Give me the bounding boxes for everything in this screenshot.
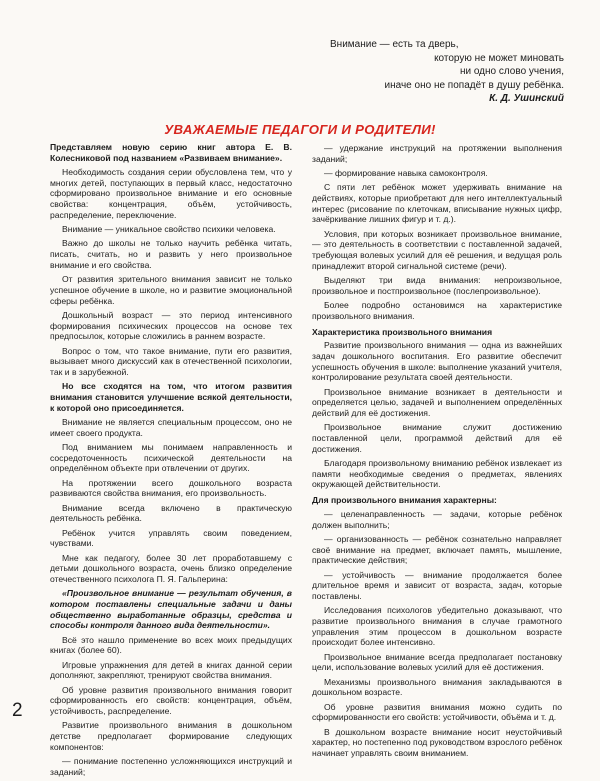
paragraph: Более подробно остановимся на характеристике произвольного внимания. (312, 300, 562, 321)
paragraph: Внимание всегда включено в практическую деятельность ребёнка. (50, 502, 292, 524)
paragraph: Произвольное внимание всегда предполагает постановку цели, использование волевых усилий для её достижения. (312, 651, 562, 673)
paragraph: Дошкольный возраст — это период интенсивного формирования психических процессов на основе тех предпосылок, которые сложились в раннем возрасте. (50, 309, 292, 342)
paragraph: Необходимость создания серии обусловлена тем, что у многих детей, поступающих в первый класс, недостаточно сформировано произвольное внимание и его основные свойства: концентрация, объём, устойчивость, распределение, переключение. (50, 167, 292, 220)
paragraph: От развития зрительного внимания зависит не только успешное обучение в школе, но и развитие эмоциональной сферы ребёнка. (50, 274, 292, 306)
paragraph: Исследования психологов убедительно доказывают, что развитие произвольного внимания в случае грамотного управления этим процессом в дошкольном возрасте происходит более интенсивно. (312, 605, 562, 648)
paragraph: Механизмы произвольного внимания закладываются в дошкольном возрасте. (312, 676, 562, 698)
paragraph: Развитие произвольного внимания в дошкольном детстве предполагает формирование следующих компонентов: (50, 720, 292, 752)
left-text-column (50, 142, 292, 781)
epigraph-line: Внимание — есть та дверь, (330, 39, 459, 50)
paragraph: Важно до школы не только научить ребёнка читать, писать, считать, но и развить у него произвольное внимание и его свойства. (50, 238, 292, 270)
epigraph-line: которую не может миновать (434, 52, 564, 64)
paragraph: Но все сходятся на том, что итогом развития внимания становится улучшение всякой деятельности, к которой оно присоединяется. (50, 381, 292, 413)
paragraph: Внимание не является специальным процессом, оно не имеет своего продукта. (50, 416, 292, 438)
section-subheading: Для произвольного внимания характерны: (312, 495, 497, 506)
paragraph: Всё это нашло применение во всех моих предыдущих книгах (более 60). (50, 634, 292, 656)
paragraph: Вопрос о том, что такое внимание, пути его развития, вызывает много дискуссий как в отечественной психологии, так и в зарубежной. (50, 345, 292, 377)
paragraph: Благодаря произвольному вниманию ребёнок извлекает из памяти необходимые сведения о предметах, явлениях окружающей действительности. (312, 458, 562, 490)
paragraph: Представляем новую серию книг автора Е. В. Колесниковой под названием «Развиваем внимание». (50, 142, 292, 163)
paragraph: На протяжении всего дошкольного возраста развиваются свойства внимания, его произвольность. (50, 477, 292, 499)
paragraph: — понимание постепенно усложняющихся инструкций и заданий; (50, 756, 292, 777)
paragraph: Произвольное внимание служит достижению поставленной цели, программой действий для её достижения. (312, 422, 562, 454)
epigraph-line: иначе оно не попадёт в душу ребёнка. (384, 79, 564, 91)
paragraph: — целенаправленность — задачи, которые ребёнок должен выполнить; (312, 508, 562, 530)
paragraph: Мне как педагогу, более 30 лет проработавшему с детьми дошкольного возраста, очень близко определение отечественного психолога П. Я. Гальперина: (50, 552, 292, 585)
paragraph: Выделяют три вида внимания: непроизвольное, произвольное и постпроизвольное (послепроизвольное). (312, 275, 562, 296)
paragraph: Развитие произвольного внимания — одна из важнейших задач дошкольного воспитания. Его развитие обеспечит успешность обучения в школе: выполнение указаний учителя, контролирование результата своей деятельности. (312, 340, 562, 383)
paragraph: — устойчивость — внимание продолжается более длительное время и зависит от возраста, задач, которые поставлены. (312, 569, 562, 601)
paragraph: Игровые упражнения для детей в книгах данной серии дополняют, закрепляют, тренируют свойства внимания. (50, 659, 292, 681)
paragraph: Под вниманием мы понимаем направленность и сосредоточенность психической деятельности на определённом объекте при отвлечении от других. (50, 441, 292, 474)
paragraph: В дошкольном возрасте внимание носит неустойчивый характер, но постепенно под руководством взрослого ребёнок начинает управлять своим вниманием. (312, 726, 562, 759)
paragraph: Условия, при которых возникает произвольное внимание, — это деятельность в соответствии с поставленной задачей, требующая волевых усилий для её решения, и ведущая роль принадлежит второй сигнальной системе (речи). (312, 228, 562, 271)
paragraph: Внимание — уникальное свойство психики человека. (62, 224, 276, 235)
paragraph: Об уровне развития произвольного внимания говорит сформированность его свойств: концентрация, объём, устойчивость, распределение. (50, 684, 292, 717)
paragraph: Произвольное внимание возникает в деятельности и определяется целью, задачей и выполнением определённых действий для её достижения. (312, 386, 562, 419)
section-subheading: Характеристика произвольного внимания (312, 326, 493, 337)
epigraph (298, 38, 564, 106)
paragraph: — организованность — ребёнок сознательно направляет своё внимание на предмет, включает память, мышление, практические действия; (312, 533, 562, 566)
paragraph: С пяти лет ребёнок может удерживать внимание на действиях, которые приобретают для него интеллектуальный интерес (рисование по клеточкам, вписывание нужных цифр, зачёркивание лишних фигур и т. д.). (312, 182, 562, 225)
paragraph: Об уровне развития внимания можно судить по сформированности его свойств: устойчивости, объёма и т. д. (312, 701, 562, 723)
right-text-column (312, 143, 562, 762)
paragraph: Ребёнок учится управлять своим поведением, чувствами. (50, 527, 292, 549)
epigraph-line: ни одно слово учения, (459, 66, 564, 78)
paragraph: «Произвольное внимание — результат обучения, в котором поставлены специальные задачи и даны общественно выработанные образцы, средства и способы контроля данного вида деятельности». (50, 588, 292, 631)
paragraph: — удержание инструкций на протяжении выполнения заданий; (312, 143, 562, 164)
page-heading: УВАЖАЕМЫЕ ПЕДАГОГИ И РОДИТЕЛИ! (164, 122, 436, 137)
epigraph-author: К. Д. Ушинский (489, 93, 564, 105)
paragraph: — формирование навыка самоконтроля. (324, 168, 488, 178)
page-number: 2 (12, 700, 23, 721)
